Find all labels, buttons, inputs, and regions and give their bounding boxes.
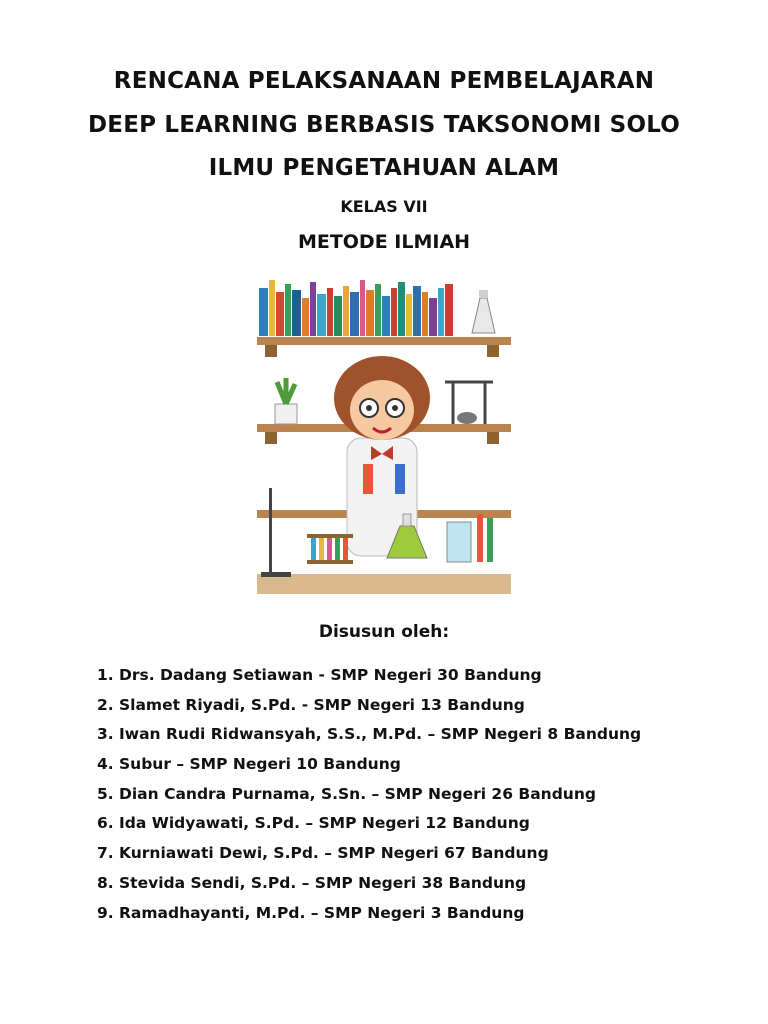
author-list <box>97 662 641 929</box>
title-line-3: ILMU PENGETAHUAN ALAM <box>208 155 560 181</box>
compiled-by-label: Disusun oleh: <box>318 622 450 642</box>
test-tube-rack-icon <box>307 534 353 564</box>
list-item: 8. Stevida Sendi, S.Pd. – SMP Negeri 38 Bandung <box>97 873 527 892</box>
list-item: 3. Iwan Rudi Ridwansyah, S.S., M.Pd. – SMP Negeri 8 Bandung <box>97 725 642 744</box>
scientist-in-lab-illustration <box>255 278 513 596</box>
scientist-icon <box>334 356 430 556</box>
title-line-1: RENCANA PELAKSANAAN PEMBELAJARAN <box>113 68 655 94</box>
list-item: 5. Dian Candra Purnama, S.Sn. – SMP Negeri 26 Bandung <box>97 784 596 803</box>
bookshelf-books-icon <box>259 280 453 336</box>
title-line-2: DEEP LEARNING BERBASIS TAKSONOMI SOLO <box>88 112 680 138</box>
list-item: 6. Ida Widyawati, S.Pd. – SMP Negeri 12 Bandung <box>97 814 530 833</box>
list-item: 7. Kurniawati Dewi, S.Pd. – SMP Negeri 67 Bandung <box>97 844 549 863</box>
test-tube-red-icon <box>363 464 373 494</box>
list-item: 4. Subur – SMP Negeri 10 Bandung <box>97 755 401 774</box>
class-label: KELAS VII <box>340 197 428 216</box>
test-tube-blue-icon <box>395 464 405 494</box>
plant-icon <box>275 378 297 424</box>
list-item: 1. Drs. Dadang Setiawan - SMP Negeri 30 Bandung <box>97 666 542 684</box>
topic-title: METODE ILMIAH <box>297 231 471 253</box>
list-item: 9. Ramadhayanti, M.Pd. – SMP Negeri 3 Bandung <box>97 903 525 922</box>
shelf-icon <box>257 337 511 345</box>
list-item: 2. Slamet Riyadi, S.Pd. - SMP Negeri 13 Bandung <box>97 695 525 714</box>
